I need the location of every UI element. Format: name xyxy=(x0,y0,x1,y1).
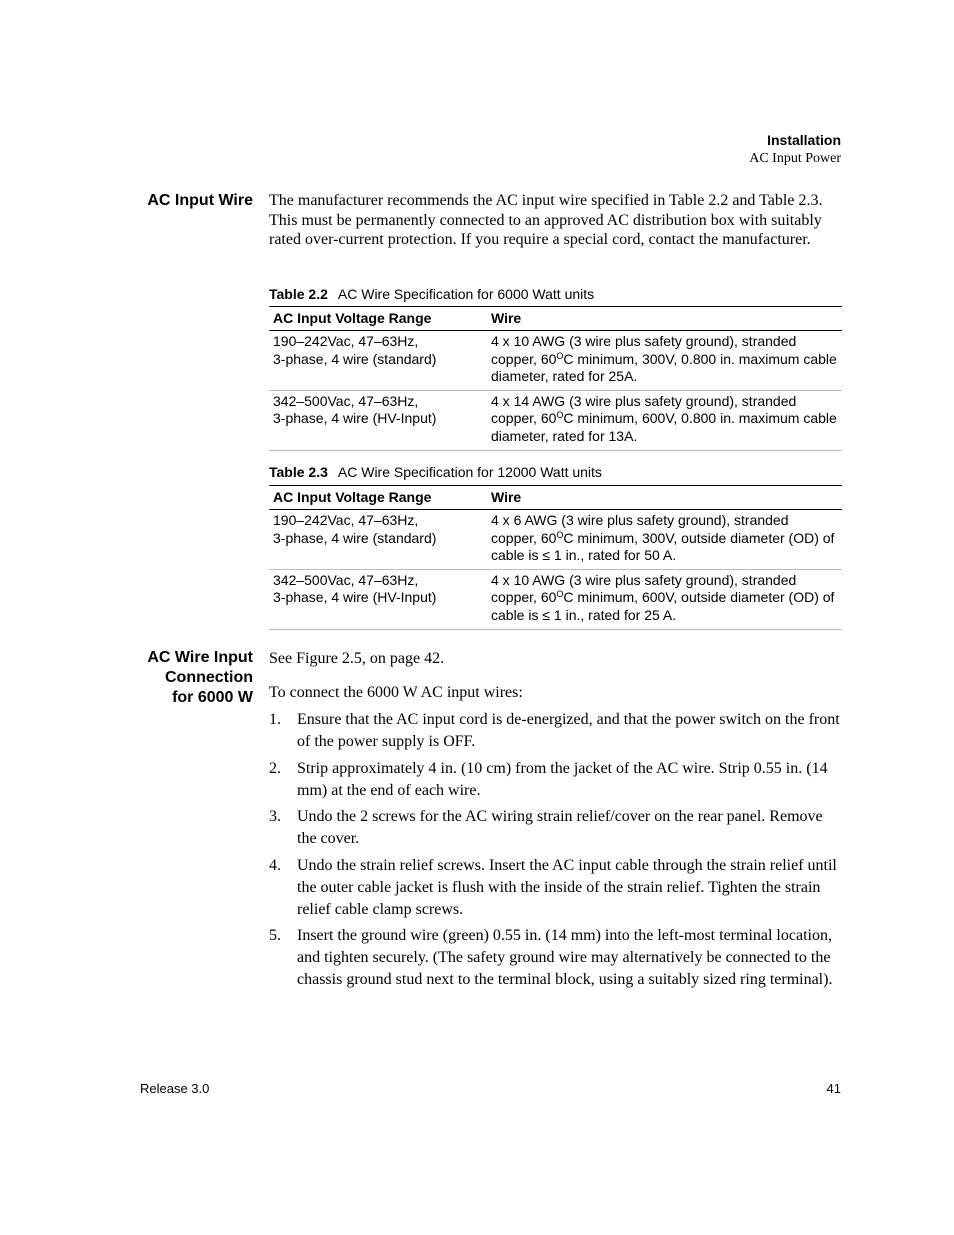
list-item xyxy=(269,806,842,850)
phase-line: 3-phase, 4 wire (standard) xyxy=(273,350,437,367)
wire-spec-cell xyxy=(487,510,842,570)
connection-intro-text: To connect the 6000 W AC input wires: xyxy=(269,684,523,701)
wire-spec-text: 4 x 10 AWG (3 wire plus safety ground), stranded copper, 60 xyxy=(491,333,797,367)
column-header-voltage-range: AC Input Voltage Range xyxy=(269,486,487,510)
voltage-range-cell xyxy=(269,510,487,570)
column-header-wire: Wire xyxy=(487,486,842,510)
wire-spec-text: C minimum, 600V, 0.800 in. maximum cable diameter, rated for 13A. xyxy=(491,410,837,444)
voltage-range-line: 342–500Vac, 47–63Hz, xyxy=(273,572,419,589)
heading-line: for 6000 W xyxy=(172,689,253,706)
step-text: Insert the ground wire (green) 0.55 in. (14 mm) into the left-most terminal location, and tighten securely. (The safety ground wire may alternatively be connected to the chassis ground stud next to the terminal block, using a suitably sized ring terminal). xyxy=(297,927,833,988)
phase-line: 3-phase, 4 wire (HV-Input) xyxy=(273,589,437,606)
column-header-voltage-range: AC Input Voltage Range xyxy=(269,307,487,331)
degree-mark: O xyxy=(556,529,564,540)
table-row xyxy=(269,391,842,451)
step-number: 1. xyxy=(269,711,281,728)
wire-spec-text: 4 x 6 AWG (3 wire plus safety ground), stranded copper, 60 xyxy=(491,512,789,546)
connection-steps-list xyxy=(269,709,842,996)
list-item xyxy=(269,855,842,921)
step-text: Undo the strain relief screws. Insert the AC input cable through the strain relief until the outer cable jacket is flush with the inside of the strain relief. Tighten the strain relief cable clamp screws. xyxy=(297,856,837,918)
running-header xyxy=(749,131,841,168)
heading-line: AC Wire Input xyxy=(147,649,253,666)
ac-input-wire-paragraph: The manufacturer recommends the AC input wire specified in Table 2.2 and Table 2.3. This must be permanently connected to an approved AC distribution box with suitably rated over-current protection. If you require a special cord, contact the manufacturer. xyxy=(269,192,823,249)
degree-mark: O xyxy=(556,410,564,421)
running-header-chapter: Installation xyxy=(767,132,841,148)
wire-spec-text: 4 x 14 AWG (3 wire plus safety ground), stranded copper, 60 xyxy=(491,393,797,427)
table-2-2 xyxy=(269,306,842,451)
table-2-3 xyxy=(269,485,842,630)
heading-line: Connection xyxy=(165,669,253,686)
table-header-row xyxy=(269,486,842,510)
voltage-range-cell xyxy=(269,331,487,391)
voltage-range-line: 190–242Vac, 47–63Hz, xyxy=(273,512,419,529)
ac-input-wire-heading: AC Input Wire xyxy=(147,192,253,209)
step-text: Ensure that the AC input cord is de-energized, and that the power switch on the front of the power supply is OFF. xyxy=(297,711,840,750)
step-text: Undo the 2 screws for the AC wiring strain relief/cover on the rear panel. Remove the cover. xyxy=(297,808,823,847)
footer-release: Release 3.0 xyxy=(140,1081,210,1096)
wire-spec-text: 4 x 10 AWG (3 wire plus safety ground), stranded copper, 60 xyxy=(491,572,797,606)
list-item xyxy=(269,925,842,991)
table-row xyxy=(269,570,842,630)
table-header-row xyxy=(269,307,842,331)
step-text: Strip approximately 4 in. (10 cm) from the jacket of the AC wire. Strip 0.55 in. (14 mm) at the end of each wire. xyxy=(297,759,828,799)
table-2-3-title: AC Wire Specification for 12000 Watt units xyxy=(337,464,602,480)
list-item xyxy=(269,709,842,753)
table-2-3-number: Table 2.3 xyxy=(269,464,328,480)
step-number: 5. xyxy=(269,927,281,944)
phase-line: 3-phase, 4 wire (HV-Input) xyxy=(273,410,437,427)
list-item xyxy=(269,758,842,802)
voltage-range-line: 190–242Vac, 47–63Hz, xyxy=(273,333,419,350)
voltage-range-cell xyxy=(269,570,487,630)
footer-page-number: 41 xyxy=(826,1081,841,1096)
wire-spec-cell xyxy=(487,570,842,630)
table-2-2-caption xyxy=(269,285,594,303)
wire-spec-text: C minimum, 300V, outside diameter (OD) of cable is ≤ 1 in., rated for 50 A. xyxy=(491,529,835,563)
table-2-2-number: Table 2.2 xyxy=(269,286,328,302)
wire-spec-cell xyxy=(487,331,842,391)
phase-line: 3-phase, 4 wire (standard) xyxy=(273,529,437,546)
degree-mark: O xyxy=(556,589,564,600)
wire-spec-text: C minimum, 300V, 0.800 in. maximum cable diameter, rated for 25A. xyxy=(491,350,837,384)
step-number: 3. xyxy=(269,808,281,825)
ac-wire-connection-heading xyxy=(100,648,253,708)
step-number: 2. xyxy=(269,759,281,777)
voltage-range-line: 342–500Vac, 47–63Hz, xyxy=(273,393,419,410)
table-2-2-title: AC Wire Specification for 6000 Watt units xyxy=(337,286,595,302)
wire-spec-cell xyxy=(487,391,842,451)
column-header-wire: Wire xyxy=(487,307,842,331)
table-row xyxy=(269,510,842,570)
see-figure-text: See Figure 2.5, on page 42. xyxy=(269,650,445,667)
voltage-range-cell xyxy=(269,391,487,451)
degree-mark: O xyxy=(556,350,564,361)
running-header-section: AC Input Power xyxy=(749,151,841,166)
wire-spec-text: C minimum, 600V, outside diameter (OD) of cable is ≤ 1 in., rated for 25 A. xyxy=(491,589,835,623)
table-row xyxy=(269,331,842,391)
step-number: 4. xyxy=(269,856,281,874)
table-2-3-caption xyxy=(269,463,602,481)
